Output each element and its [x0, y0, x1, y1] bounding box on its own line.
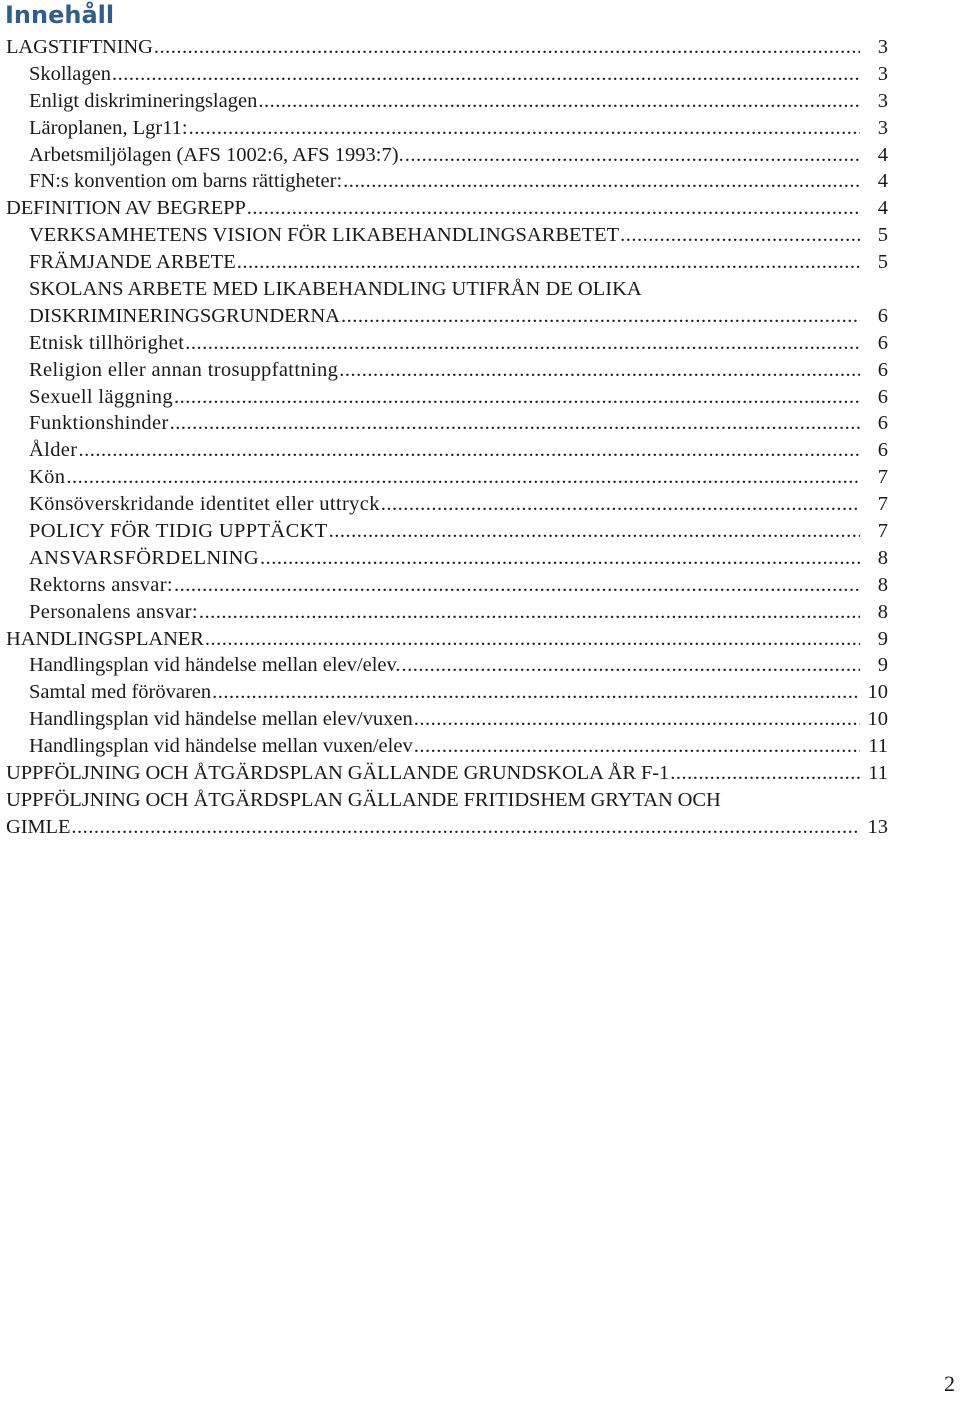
toc-entry-uppfoljning-grundskola[interactable] — [0, 760, 960, 787]
toc-dot-leader — [258, 88, 860, 115]
toc-entry-samtal-med-forovaren[interactable] — [0, 679, 960, 706]
toc-dot-leader — [170, 410, 860, 437]
toc-entry-page: 6 — [877, 304, 888, 327]
toc-dot-leader — [174, 572, 860, 599]
toc-entry-page: 9 — [877, 654, 888, 677]
toc-entry-title: FN:s konvention om barns rättigheter: — [29, 170, 343, 193]
toc-entry-sexuell-laggning[interactable] — [0, 384, 960, 411]
toc-dot-leader — [112, 61, 860, 88]
toc-entry-page: 3 — [877, 89, 888, 112]
toc-entry-page: 8 — [877, 546, 888, 569]
toc-entry-handlingsplan-elev-vuxen[interactable] — [0, 706, 960, 733]
toc-entry-handlingsplan-elev-elev[interactable] — [0, 652, 960, 679]
toc-dot-leader — [71, 814, 860, 841]
toc-entry-arbetsmiljolagen[interactable] — [0, 142, 960, 169]
toc-entry-skollagen[interactable] — [0, 61, 960, 88]
toc-dot-leader — [199, 599, 860, 626]
toc-entry-title: Läroplanen, Lgr11: — [29, 116, 188, 139]
toc-entry-title: Enligt diskrimineringslagen — [29, 89, 258, 112]
toc-entry-verksamhetens-vision[interactable] — [0, 222, 960, 249]
toc-entry-title: Handlingsplan vid händelse mellan vuxen/elev — [29, 735, 413, 758]
toc-dot-leader — [185, 330, 860, 357]
toc-entry-personalens-ansvar[interactable] — [0, 599, 960, 626]
toc-entry-title: Samtal med förövaren — [29, 681, 212, 704]
toc-entry-title: DEFINITION AV BEGREPP — [6, 197, 246, 220]
toc-entry-title: Handlingsplan vid händelse mellan elev/elev. — [29, 654, 401, 677]
toc-entry-page: 5 — [877, 224, 888, 247]
toc-entry-title-line2: DISKRIMINERINGSGRUNDERNA — [29, 304, 340, 327]
toc-entry-page: 4 — [877, 143, 888, 166]
toc-entry-framjande-arbete[interactable] — [0, 249, 960, 276]
toc-entry-title: Kön — [29, 466, 66, 489]
toc-dot-leader — [66, 464, 860, 491]
toc-entry-funktionshinder[interactable] — [0, 410, 960, 437]
toc-dot-leader — [414, 706, 860, 733]
toc-dot-leader — [189, 115, 860, 142]
toc-entry-title: Könsöverskridande identitet eller uttryck — [29, 493, 380, 516]
toc-entry-page: 8 — [877, 573, 888, 596]
toc-entry-page: 9 — [877, 627, 888, 650]
toc-entry-page: 6 — [877, 412, 888, 435]
toc-entry-page: 10 — [867, 708, 888, 731]
toc-entry-fn-konvention[interactable] — [0, 168, 960, 195]
toc-dot-leader — [414, 733, 860, 760]
toc-entry-title: Religion eller annan trosuppfattning — [29, 358, 339, 381]
toc-entry-handlingsplan-vuxen-elev[interactable] — [0, 733, 960, 760]
toc-entry-title: LAGSTIFTNING — [6, 36, 153, 58]
toc-entry-title: Etnisk tillhörighet — [29, 331, 185, 354]
toc-dot-leader — [329, 518, 860, 545]
toc-entry-page: 6 — [877, 331, 888, 354]
toc-entry-title-line1: SKOLANS ARBETE MED LIKABEHANDLING UTIFRÅN DE OLIKA — [29, 278, 642, 301]
toc-dot-leader — [260, 545, 860, 572]
toc-dot-leader — [339, 357, 860, 384]
toc-entry-page: 11 — [868, 762, 888, 785]
toc-entry-title: POLICY FÖR TIDIG UPPTÄCKT — [29, 520, 328, 543]
toc-dot-leader — [78, 437, 860, 464]
toc-entry-handlingsplaner[interactable] — [0, 626, 960, 653]
toc-entry-title: HANDLINGSPLANER — [6, 627, 204, 650]
toc-entry-page: 4 — [877, 197, 888, 220]
toc-entry-page: 11 — [868, 735, 888, 758]
toc-entry-laroplanen[interactable] — [0, 115, 960, 142]
toc-entry-page: 6 — [877, 385, 888, 408]
toc-entry-page: 5 — [877, 251, 888, 274]
toc-dot-leader — [381, 491, 860, 518]
toc-entry-uppfoljning-fritidshem[interactable] — [0, 787, 960, 841]
toc-heading: Innehåll — [5, 1, 115, 29]
toc-dot-leader — [154, 34, 860, 61]
page-number: 2 — [944, 1371, 955, 1396]
toc-entry-page: 6 — [877, 439, 888, 462]
toc-entry-definition-av-begrepp[interactable] — [0, 195, 960, 222]
toc-entry-policy-tidig-upptackt[interactable] — [0, 518, 960, 545]
toc-entry-lagstiftning[interactable] — [0, 34, 960, 61]
toc-dot-leader — [670, 760, 860, 787]
toc-dot-leader — [405, 142, 860, 169]
toc-dot-leader — [341, 303, 860, 330]
toc-entry-page: 7 — [877, 466, 888, 489]
toc-entry-kon[interactable] — [0, 464, 960, 491]
toc-dot-leader — [174, 384, 860, 411]
toc-entry-title: Skollagen — [29, 62, 111, 85]
toc-entry-page: 7 — [877, 493, 888, 516]
toc-entry-title-line2: GIMLE — [6, 815, 71, 838]
toc-dot-leader — [247, 195, 860, 222]
toc-entry-etnisk-tillhorighet[interactable] — [0, 330, 960, 357]
toc-entry-konsoverskridande[interactable] — [0, 491, 960, 518]
toc-entry-title-line1: UPPFÖLJNING OCH ÅTGÄRDSPLAN GÄLLANDE FRITIDSHEM GRYTAN OCH — [6, 788, 721, 811]
toc-entry-religion[interactable] — [0, 357, 960, 384]
toc-entry-page: 3 — [877, 62, 888, 85]
toc-dot-leader — [343, 168, 860, 195]
toc-entry-title: VERKSAMHETENS VISION FÖR LIKABEHANDLINGSARBETET — [29, 224, 620, 247]
toc-dot-leader — [237, 249, 860, 276]
toc-entry-title: FRÄMJANDE ARBETE — [29, 251, 236, 274]
toc-entry-page: 8 — [877, 600, 888, 623]
toc-entry-title: Rektorns ansvar: — [29, 573, 173, 596]
toc-entry-page: 3 — [877, 116, 888, 139]
toc-dot-leader — [402, 652, 860, 679]
toc-entry-title: Personalens ansvar: — [29, 600, 198, 623]
toc-dot-leader — [205, 626, 860, 653]
toc-entry-title: Funktionshinder — [29, 412, 169, 435]
toc-entry-diskrimineringslagen[interactable] — [0, 88, 960, 115]
toc-entry-title: Arbetsmiljölagen (AFS 1002:6, AFS 1993:7). — [29, 143, 404, 166]
toc-entry-page: 3 — [877, 36, 888, 58]
table-of-contents — [0, 34, 960, 841]
toc-entry-skolans-arbete[interactable] — [0, 276, 960, 330]
toc-entry-page: 10 — [867, 681, 888, 704]
toc-entry-ansvarsfordelning[interactable] — [0, 545, 960, 572]
toc-dot-leader — [212, 679, 860, 706]
toc-entry-page: 6 — [877, 358, 888, 381]
toc-dot-leader — [620, 222, 860, 249]
toc-entry-page: 4 — [877, 170, 888, 193]
toc-entry-title: Sexuell läggning — [29, 385, 173, 408]
toc-entry-title: UPPFÖLJNING OCH ÅTGÄRDSPLAN GÄLLANDE GRUNDSKOLA ÅR F-1 — [6, 762, 670, 785]
toc-entry-rektorns-ansvar[interactable] — [0, 572, 960, 599]
toc-entry-page: 7 — [877, 520, 888, 543]
toc-entry-alder[interactable] — [0, 437, 960, 464]
toc-entry-title: Ålder — [29, 439, 78, 462]
toc-entry-page: 13 — [867, 815, 888, 838]
toc-entry-title: ANSVARSFÖRDELNING — [29, 546, 259, 569]
toc-entry-title: Handlingsplan vid händelse mellan elev/vuxen — [29, 708, 413, 731]
